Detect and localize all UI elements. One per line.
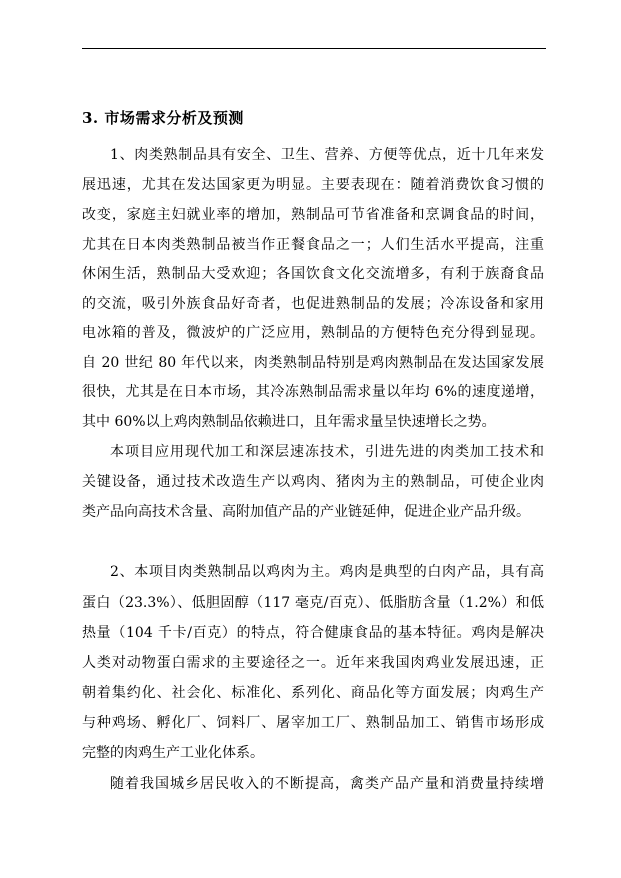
text-line: 关键设备，通过技术改造生产以鸡肉、猪肉为主的熟制品，可使企业肉 (82, 474, 544, 490)
text-line: 蛋白（23.3%）、低胆固醇（117 毫克/百克）、低脂肪含量（1.2%）和低 (82, 595, 544, 611)
text-line: 热量（104 千卡/百克）的特点，符合健康食品的基本特征。鸡肉是解决 (82, 625, 544, 641)
text-line: 尤其在日本肉类熟制品被当作正餐食品之一；人们生活水平提高，注重 (82, 237, 544, 253)
text-line: 休闲生活，熟制品大受欢迎；各国饮食文化交流增多，有利于族裔食品 (82, 266, 544, 282)
text-line: 随着我国城乡居民收入的不断提高，禽类产品产量和消费量持续增 (110, 776, 544, 792)
text-line: 朝着集约化、社会化、标准化、系列化、商品化等方面发展；肉鸡生产 (82, 685, 544, 701)
text-line: 2、本项目肉类熟制品以鸡肉为主。鸡肉是典型的白肉产品，具有高 (110, 564, 544, 580)
section-heading: 3. 市场需求分析及预测 (82, 109, 244, 127)
text-line: 类产品向高技术含量、高附加值产品的产业链延伸，促进企业产品升级。 (82, 504, 530, 520)
text-line: 完整的肉鸡生产工业化体系。 (82, 745, 264, 761)
text-line: 其中 60%以上鸡肉熟制品依赖进口，且年需求量呈快速增长之势。 (82, 414, 496, 430)
text-line: 本项目应用现代加工和深层速冻技术，引进先进的肉类加工技术和 (110, 444, 544, 460)
text-line: 改变，家庭主妇就业率的增加，熟制品可节省准备和烹调食品的时间， (82, 207, 544, 223)
text-line: 自 20 世纪 80 年代以来，肉类熟制品特别是鸡肉熟制品在发达国家发展 (82, 355, 544, 371)
text-line: 1、肉类熟制品具有安全、卫生、营养、方便等优点，近十几年来发 (110, 147, 544, 163)
text-line: 很快，尤其是在日本市场，其冷冻熟制品需求量以年均 6%的速度递增， (82, 384, 544, 400)
text-line: 与种鸡场、孵化厂、饲料厂、屠宰加工厂、熟制品加工、销售市场形成 (82, 715, 544, 731)
header-rule (82, 48, 546, 49)
text-line: 电冰箱的普及，微波炉的广泛应用，熟制品的方便特色充分得到显现。 (82, 325, 544, 341)
text-line: 人类对动物蛋白需求的主要途径之一。近年来我国肉鸡业发展迅速，正 (82, 655, 544, 671)
text-line: 的交流，吸引外族食品好奇者，也促进熟制品的发展；冷冻设备和家用 (82, 296, 544, 312)
text-line: 展迅速，尤其在发达国家更为明显。主要表现在：随着消费饮食习惯的 (82, 177, 544, 193)
